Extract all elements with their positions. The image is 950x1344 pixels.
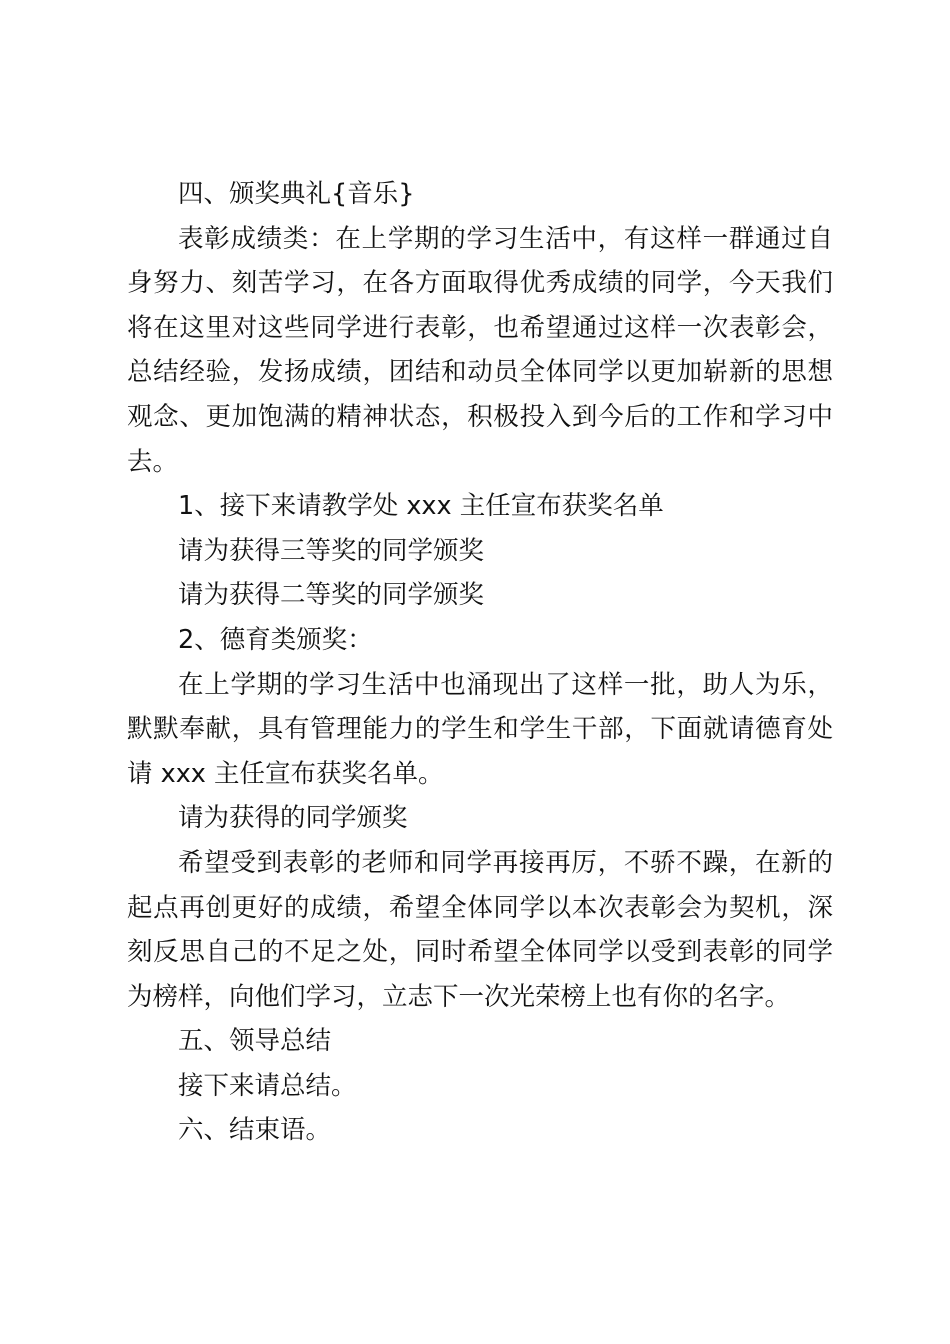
section-heading-closing: 六、结束语。 (178, 1115, 332, 1146)
line-moral-prize: 请为获得的同学颁奖 (178, 803, 408, 834)
section-heading-leader-summary: 五、领导总结 (178, 1026, 332, 1057)
line-second-prize: 请为获得二等奖的同学颁奖 (178, 580, 485, 611)
line-summary-invite: 接下来请总结。 (178, 1070, 357, 1101)
line-third-prize: 请为获得三等奖的同学颁奖 (178, 535, 485, 566)
item-academic-announcement: 1、接下来请教学处 xxx 主任宣布获奖名单 (178, 491, 664, 522)
paragraph-moral-awards: 在上学期的学习生活中也涌现出了这样一批，助人为乐，默默奉献，具有管理能力的学生和学生干部，下面就请德育处请 xxx 主任宣布获奖名单。 (127, 669, 833, 789)
document-body (127, 172, 833, 1153)
paragraph-encouragement: 希望受到表彰的老师和同学再接再厉，不骄不躁，在新的起点再创更好的成绩，希望全体同学以本次表彰会为契机，深刻反思自己的不足之处，同时希望全体同学以受到表彰的同学为榜样，向他们学习，立志下一次光荣榜上也有你的名字。 (127, 847, 833, 1012)
item-moral-awards: 2、德育类颁奖： (178, 624, 373, 655)
paragraph-academic-awards: 表彰成绩类：在上学期的学习生活中，有这样一群通过自身努力、刻苦学习，在各方面取得优秀成绩的同学，今天我们将在这里对这些同学进行表彰，也希望通过这样一次表彰会，总结经验，发扬成绩，团结和动员全体同学以更加崭新的思想观念、更加饱满的精神状态，积极投入到今后的工作和学习中去。 (127, 223, 833, 477)
section-heading-awards: 四、颁奖典礼{音乐} (178, 179, 415, 209)
